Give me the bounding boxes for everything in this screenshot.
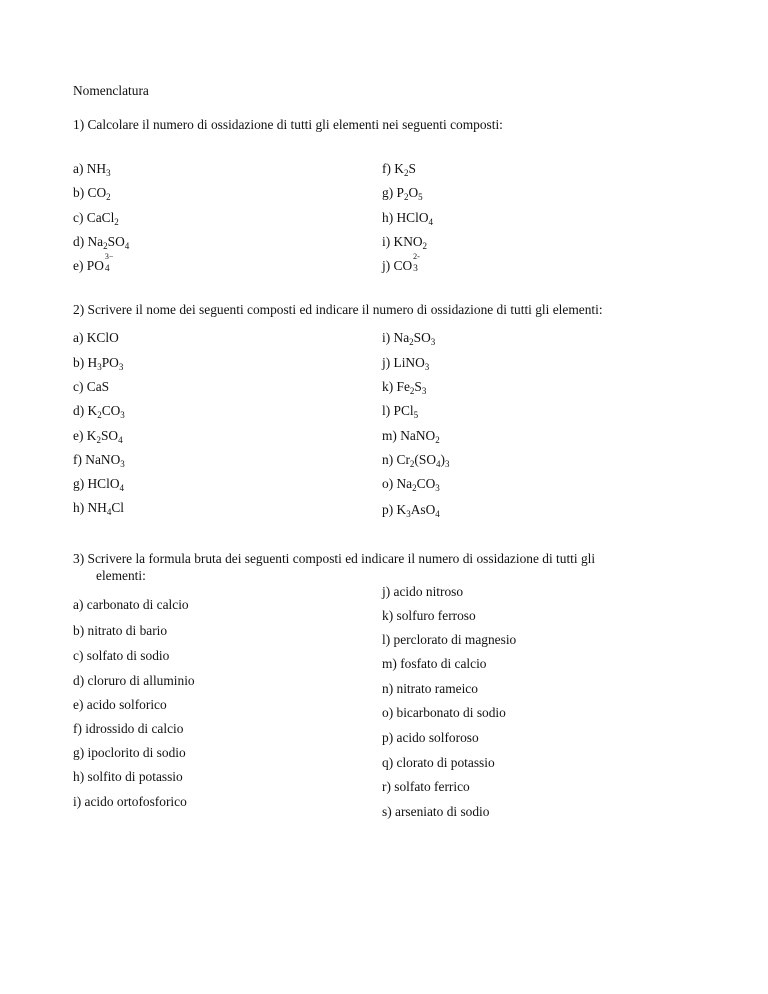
formula-subscript: 3 [435, 483, 440, 493]
exercise-item: b) nitrato di bario [73, 623, 168, 638]
exercise-item [382, 476, 440, 492]
item-label: i) [382, 330, 394, 345]
item-label: h) [382, 210, 397, 225]
exercise-item: l) perclorato di magnesio [382, 632, 517, 647]
formula-subscript: 4 [435, 459, 441, 469]
formula-subscript: 2 [409, 459, 415, 469]
charge-subscript: 3 [413, 264, 418, 274]
formula-subscript: 5 [418, 192, 423, 202]
formula-text: ) [440, 452, 445, 467]
formula-subscript: 2 [403, 192, 409, 202]
formula-subscript: 5 [413, 410, 419, 420]
exercise-item [73, 379, 109, 395]
item-label: d) [73, 234, 88, 249]
formula-text: CO [393, 258, 413, 273]
formula-text: SO [100, 428, 119, 443]
item-label: j) [382, 355, 394, 370]
charge-superscript: 3− [104, 252, 114, 261]
exercise-item [382, 428, 440, 444]
formula-text: Fe [396, 379, 410, 394]
formula-subscript: 2 [103, 241, 108, 251]
exercise-item: p) acido solforoso [382, 730, 479, 745]
formula-subscript: 4 [428, 217, 434, 227]
exercise-item [73, 476, 124, 492]
formula-charge [412, 252, 420, 274]
formula-text: (SO [414, 452, 436, 467]
formula-text: S [408, 161, 416, 176]
exercise-item: n) nitrato rameico [382, 681, 478, 696]
formula-text: NaNO [400, 428, 436, 443]
document-title: Nomenclatura [73, 83, 149, 98]
formula-text: Cr [396, 452, 410, 467]
formula-text: CO [87, 185, 107, 200]
item-label: d) [73, 403, 88, 418]
exercise-item [73, 252, 114, 274]
exercise-item: k) solfuro ferroso [382, 608, 476, 623]
formula-text: HClO [396, 210, 429, 225]
formula-subscript: 4 [118, 435, 123, 445]
formula-text: K [394, 161, 404, 176]
formula-subscript: 2 [106, 192, 111, 202]
formula-subscript: 3 [120, 459, 125, 469]
item-label: p) [382, 502, 397, 517]
formula-subscript: 2 [114, 217, 119, 227]
formula-subscript: 2 [422, 241, 428, 251]
item-label: j) [382, 258, 394, 273]
exercise-item: f) idrossido di calcio [73, 721, 184, 736]
exercise-item [382, 234, 427, 250]
item-label: g) [382, 185, 397, 200]
section-2-heading: 2) Scrivere il nome dei seguenti composti ed indicare il numero di ossidazione di tutti gli elementi: [73, 302, 603, 317]
exercise-item [73, 330, 119, 346]
exercise-item [382, 210, 433, 226]
formula-text: NH [86, 161, 107, 176]
exercise-item [73, 210, 119, 226]
item-label: k) [382, 379, 397, 394]
formula-text: H [87, 355, 98, 370]
exercise-item [73, 161, 111, 177]
exercise-item [382, 161, 416, 177]
formula-text: PO [101, 355, 119, 370]
formula-text: CaCl [86, 210, 115, 225]
formula-subscript: 4 [106, 507, 112, 517]
formula-subscript: 3 [106, 168, 111, 178]
exercise-item [382, 252, 420, 274]
formula-text: K [396, 502, 407, 517]
item-label: b) [73, 355, 88, 370]
formula-text: PO [86, 258, 104, 273]
item-label: l) [382, 403, 394, 418]
formula-text: CO [101, 403, 121, 418]
exercise-item [73, 452, 125, 468]
charge-superscript: 2- [413, 252, 420, 261]
item-label: b) [73, 185, 88, 200]
formula-text: Na [393, 330, 410, 345]
item-label: a) [73, 330, 87, 345]
formula-text: LiNO [393, 355, 425, 370]
formula-subscript: 2 [412, 483, 417, 493]
formula-subscript: 3 [430, 337, 436, 347]
exercise-item [73, 355, 123, 371]
formula-text: KClO [86, 330, 119, 345]
formula-text: HClO [87, 476, 120, 491]
formula-text: NaNO [85, 452, 121, 467]
exercise-item: c) solfato di sodio [73, 648, 170, 663]
section-1-heading: 1) Calcolare il numero di ossidazione di tutti gli elementi nei seguenti composti: [73, 117, 503, 132]
formula-text: S [414, 379, 422, 394]
item-label: c) [73, 210, 87, 225]
item-label: e) [73, 258, 87, 273]
formula-text: CO [416, 476, 436, 491]
formula-text: O [408, 185, 419, 200]
formula-subscript: 2 [409, 337, 414, 347]
exercise-item [382, 355, 429, 371]
formula-subscript: 3 [421, 386, 427, 396]
exercise-item: i) acido ortofosforico [73, 794, 187, 809]
exercise-item [382, 185, 423, 201]
item-label: m) [382, 428, 401, 443]
exercise-item: d) cloruro di alluminio [73, 673, 195, 688]
exercise-item [73, 185, 111, 201]
exercise-item: h) solfito di potassio [73, 769, 183, 784]
item-label: n) [382, 452, 397, 467]
exercise-item [382, 330, 435, 346]
exercise-item: a) carbonato di calcio [73, 597, 189, 612]
item-label: i) [382, 234, 394, 249]
formula-text: CaS [86, 379, 110, 394]
formula-text: Na [396, 476, 413, 491]
section-3-heading-line-1: 3) Scrivere la formula bruta dei seguenti composti ed indicare il numero di ossidazione di tutti gli [73, 551, 596, 566]
exercise-item [73, 234, 129, 250]
item-label: e) [73, 428, 87, 443]
formula-text: K [86, 428, 97, 443]
exercise-item [382, 403, 418, 419]
formula-text: SO [413, 330, 431, 345]
formula-subscript: 4 [435, 509, 440, 519]
exercise-item: j) acido nitroso [382, 584, 464, 599]
formula-text: K [87, 403, 98, 418]
formula-text: SO [107, 234, 125, 249]
formula-subscript: 4 [119, 483, 125, 493]
exercise-item [73, 500, 124, 516]
formula-text: AsO [410, 502, 436, 517]
exercise-item [73, 428, 123, 444]
section-3-heading-line-2: elementi: [96, 568, 146, 583]
formula-subscript: 3 [97, 362, 102, 372]
formula-subscript: 3 [444, 459, 450, 469]
exercise-item [382, 452, 449, 468]
formula-subscript: 2 [97, 410, 102, 420]
item-label: g) [73, 476, 88, 491]
formula-subscript: 2 [409, 386, 415, 396]
formula-text: PCl [393, 403, 414, 418]
exercise-item [73, 403, 125, 419]
formula-text: P [396, 185, 404, 200]
exercise-item [382, 502, 440, 518]
charge-subscript: 4 [104, 264, 110, 274]
formula-text: Na [87, 234, 104, 249]
formula-subscript: 2 [96, 435, 101, 445]
exercise-item [382, 379, 426, 395]
exercise-item: s) arseniato di sodio [382, 804, 490, 819]
formula-subscript: 2 [403, 168, 409, 178]
exercise-item: r) solfato ferrico [382, 779, 470, 794]
item-label: c) [73, 379, 87, 394]
formula-text: Cl [111, 500, 125, 515]
item-label: f) [73, 452, 86, 467]
formula-subscript: 4 [124, 241, 130, 251]
exercise-item: e) acido solforico [73, 697, 167, 712]
formula-subscript: 2 [435, 435, 440, 445]
item-label: a) [73, 161, 87, 176]
exercise-item: o) bicarbonato di sodio [382, 705, 506, 720]
item-label: h) [73, 500, 88, 515]
item-label: o) [382, 476, 397, 491]
formula-subscript: 3 [118, 362, 124, 372]
formula-charge [104, 252, 114, 274]
exercise-item: m) fosfato di calcio [382, 656, 487, 671]
formula-subscript: 3 [120, 410, 125, 420]
formula-text: KNO [393, 234, 423, 249]
formula-subscript: 3 [424, 362, 430, 372]
item-label: f) [382, 161, 395, 176]
formula-text: NH [87, 500, 107, 515]
exercise-item: q) clorato di potassio [382, 755, 495, 770]
formula-subscript: 3 [406, 509, 411, 519]
exercise-item: g) ipoclorito di sodio [73, 745, 186, 760]
